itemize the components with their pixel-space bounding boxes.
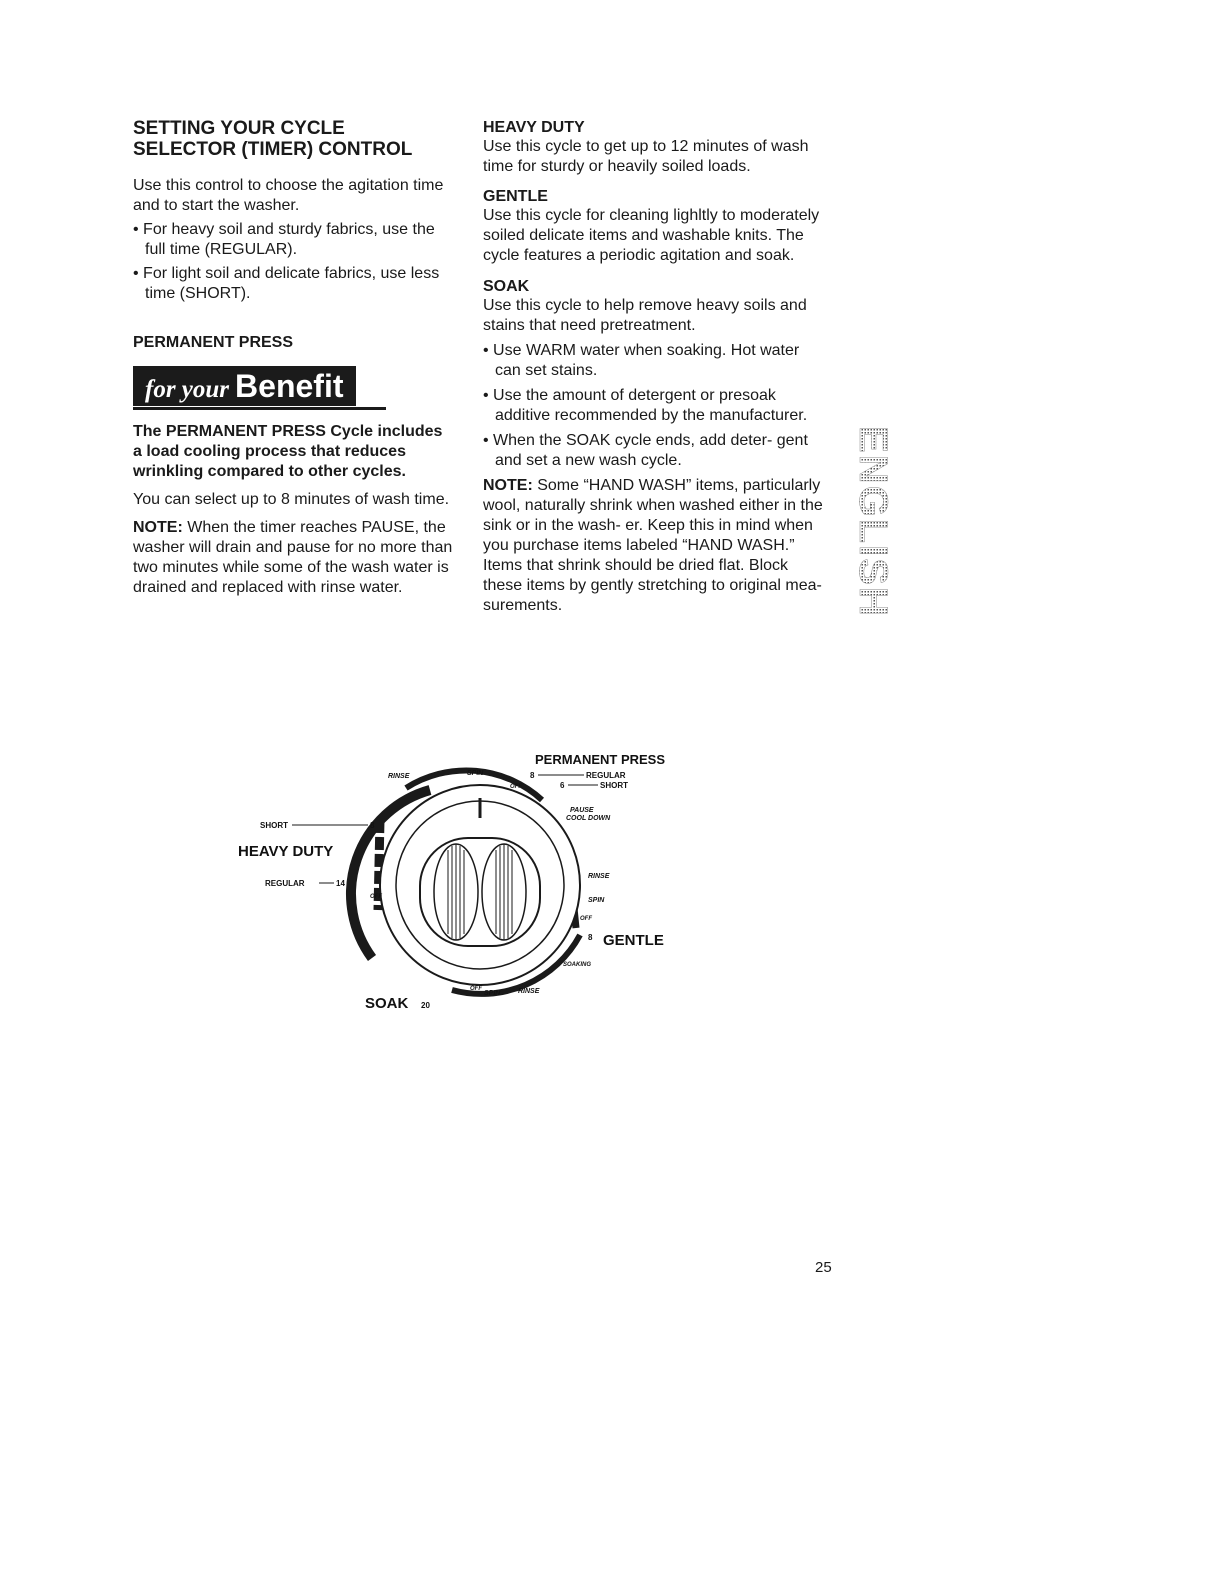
intro-text: Use this control to choose the agitation time and to start the washer. bbox=[133, 177, 444, 214]
bottom-rinse-label: RINSE bbox=[518, 988, 540, 995]
soak-heading: SOAK bbox=[483, 278, 530, 295]
soak-bullet-detergent: • Use the amount of detergent or presoak additive recommended by the manufacturer. bbox=[483, 387, 808, 424]
pause-note bbox=[133, 518, 453, 598]
heavy-regular-label: REGULAR bbox=[265, 879, 305, 888]
gentle-heading: GENTLE bbox=[483, 188, 548, 205]
soak-text: Use this cycle to help remove heavy soils and stains that need pretreatment. bbox=[483, 297, 807, 334]
cycle-selector-dial-diagram bbox=[230, 740, 690, 1030]
perm-press-8: 8 bbox=[530, 771, 535, 780]
top-spin-label: SPIN bbox=[467, 770, 484, 777]
soak-label: SOAK bbox=[365, 995, 409, 1012]
heavy-duty-heading: HEAVY DUTY bbox=[483, 119, 585, 136]
heavy-duty-label: HEAVY DUTY bbox=[238, 843, 334, 860]
benefit-word: Benefit bbox=[235, 368, 344, 404]
right-off-label: OFF bbox=[580, 916, 592, 922]
title-line-1: SETTING YOUR CYCLE bbox=[133, 118, 345, 139]
bullet-heavy-soil: • For heavy soil and sturdy fabrics, use the full time (REGULAR). bbox=[133, 221, 435, 258]
benefit-box bbox=[133, 366, 356, 406]
benefit-for-your: for your bbox=[145, 376, 230, 403]
soak-bullet-warm: • Use WARM water when soaking. Hot water can set stains. bbox=[483, 342, 800, 379]
left-column bbox=[133, 118, 453, 598]
perm-press-6: 6 bbox=[560, 781, 565, 790]
gentle-8: 8 bbox=[588, 933, 593, 942]
right-column bbox=[483, 118, 828, 616]
for-your-benefit-banner bbox=[133, 366, 453, 410]
bottom-spin-label: SPIN bbox=[484, 990, 501, 997]
note-label: NOTE: bbox=[483, 477, 533, 494]
note-text: Some “HAND WASH” items, particularly wool, naturally shrink when washed either in the sink or in the wash- er. Keep this in mind when you purchase items labeled “HAND WASH.” Items that shrink should be dried flat. Block these items by gently stretching to original mea- surements. bbox=[483, 477, 823, 614]
right-spin-label: SPIN bbox=[588, 897, 605, 904]
section-title bbox=[133, 118, 453, 160]
permanent-press-heading: PERMANENT PRESS bbox=[133, 334, 294, 351]
bottom-off-label: OFF bbox=[470, 986, 482, 992]
perm-press-label: PERMANENT PRESS bbox=[535, 752, 666, 767]
perm-press-regular: REGULAR bbox=[586, 771, 626, 780]
heavy-short-label: SHORT bbox=[260, 821, 288, 830]
heavy-8: 8 bbox=[370, 821, 375, 830]
heavy-duty-text: Use this cycle to get up to 12 minutes of wash time for sturdy or heavily soiled loads. bbox=[483, 138, 809, 175]
top-off-label: OFF bbox=[510, 784, 522, 790]
perm-press-short: SHORT bbox=[600, 781, 628, 790]
heavy-14: 14 bbox=[336, 879, 345, 888]
note-text: When the timer reaches PAUSE, the washer will drain and pause for no more than two minutes while some of the wash water is drained and replaced with rinse water. bbox=[133, 519, 453, 596]
dial-knob bbox=[420, 838, 540, 946]
soaking-label: SOAKING bbox=[563, 962, 592, 968]
bullet-light-soil: • For light soil and delicate fabrics, use less time (SHORT). bbox=[133, 265, 440, 302]
page-number: 25 bbox=[815, 1259, 832, 1276]
select-time-text: You can select up to 8 minutes of wash time. bbox=[133, 491, 450, 508]
english-tab-label: ENGLISH bbox=[851, 426, 895, 618]
benefit-text: The PERMANENT PRESS Cycle includes a load cooling process that reduces wrinkling compared to other cycles. bbox=[133, 423, 443, 480]
pause-label: PAUSE bbox=[570, 807, 594, 814]
top-rinse-label: RINSE bbox=[388, 773, 410, 780]
language-side-tab bbox=[822, 420, 895, 618]
title-line-2: SELECTOR (TIMER) CONTROL bbox=[133, 139, 413, 160]
hand-wash-note bbox=[483, 476, 828, 616]
note-label: NOTE: bbox=[133, 519, 183, 536]
right-rinse-label: RINSE bbox=[588, 873, 610, 880]
heavy-off-label: OFF bbox=[370, 894, 382, 900]
benefit-underline bbox=[133, 407, 386, 410]
gentle-text: Use this cycle for cleaning lighltly to moderately soiled delicate items and washable knits. The cycle features a periodic agitation and soak. bbox=[483, 207, 820, 264]
gentle-label: GENTLE bbox=[603, 932, 664, 949]
soak-20: 20 bbox=[421, 1001, 430, 1010]
cool-down-label: COOL DOWN bbox=[566, 815, 611, 822]
soak-bullet-ends: • When the SOAK cycle ends, add deter- gent and set a new wash cycle. bbox=[483, 432, 808, 469]
